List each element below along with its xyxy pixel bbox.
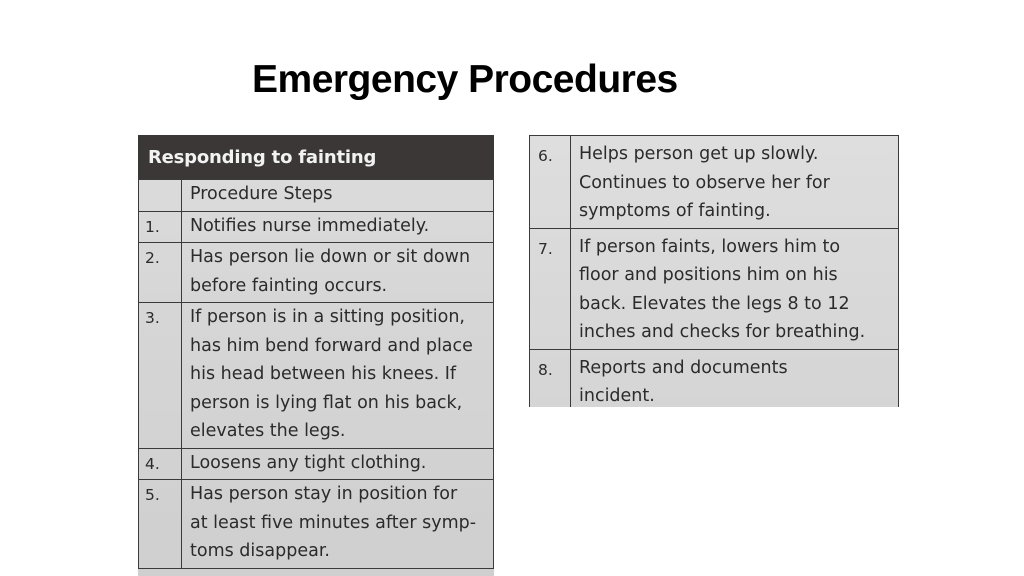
step-text — [571, 228, 899, 349]
procedure-step-row — [530, 228, 899, 349]
step-text-line: person is lying flat on his back, — [190, 392, 463, 413]
table-header: Responding to fainting — [138, 135, 494, 179]
procedure-step-row — [139, 211, 494, 243]
procedure-step-row — [530, 136, 899, 229]
step-text-line: Loosens any tight clothing. — [190, 452, 427, 473]
step-text-line: Notifies nurse immediately. — [190, 215, 430, 236]
step-number: 6. — [530, 136, 571, 229]
step-text-line: before fainting occurs. — [190, 275, 388, 296]
procedure-step-row — [139, 480, 494, 569]
step-text-line: at least five minutes after symp- — [190, 512, 477, 533]
step-text-line: back. Elevates the legs 8 to 12 — [579, 293, 850, 314]
step-number: 8. — [530, 349, 571, 407]
step-text — [182, 243, 494, 303]
step-number: 7. — [530, 228, 571, 349]
procedure-table-left — [138, 179, 494, 569]
step-text — [182, 448, 494, 480]
procedure-step-row — [139, 243, 494, 303]
fainting-procedure-photo-right — [529, 135, 899, 407]
step-text-line: Continues to observe her for — [579, 172, 830, 193]
procedure-step-row — [139, 303, 494, 449]
fainting-procedure-photo-left — [138, 135, 494, 576]
step-text-line: his head between his knees. If — [190, 364, 457, 384]
step-text-line: toms disappear. — [190, 541, 330, 561]
step-text-line: If person faints, lowers him to — [579, 236, 841, 257]
step-text-line: floor and positions him on his — [579, 265, 838, 285]
column-header-num-cell — [139, 180, 182, 212]
step-text-line: elevates the legs. — [190, 421, 346, 441]
step-text — [182, 211, 494, 243]
step-text — [182, 480, 494, 569]
step-text-line: Helps person get up slowly. — [579, 144, 819, 164]
slide-title: Emergency Procedures — [252, 58, 678, 101]
step-text — [182, 303, 494, 449]
step-text-line: Has person stay in position for — [190, 484, 458, 504]
column-header-row — [139, 180, 494, 212]
step-number: 1. — [139, 211, 182, 243]
column-header-label: Procedure Steps — [182, 180, 494, 212]
step-number: 2. — [139, 243, 182, 303]
step-text — [571, 136, 899, 229]
step-number: 5. — [139, 480, 182, 569]
step-text-line: has him bend forward and place — [190, 335, 473, 356]
step-number: 4. — [139, 448, 182, 480]
step-text — [571, 349, 899, 407]
step-number: 3. — [139, 303, 182, 449]
procedure-table-right — [529, 135, 899, 407]
step-text-line: Reports and documents — [579, 357, 788, 378]
step-text-line: incident. — [579, 386, 655, 406]
procedure-step-row — [139, 448, 494, 480]
procedure-step-row — [530, 349, 899, 407]
step-text-line: inches and checks for breathing. — [579, 322, 866, 342]
step-text-line: If person is in a sitting position, — [190, 307, 465, 327]
step-text-line: Has person lie down or sit down — [190, 247, 471, 267]
step-text-line: symptoms of fainting. — [579, 201, 771, 221]
